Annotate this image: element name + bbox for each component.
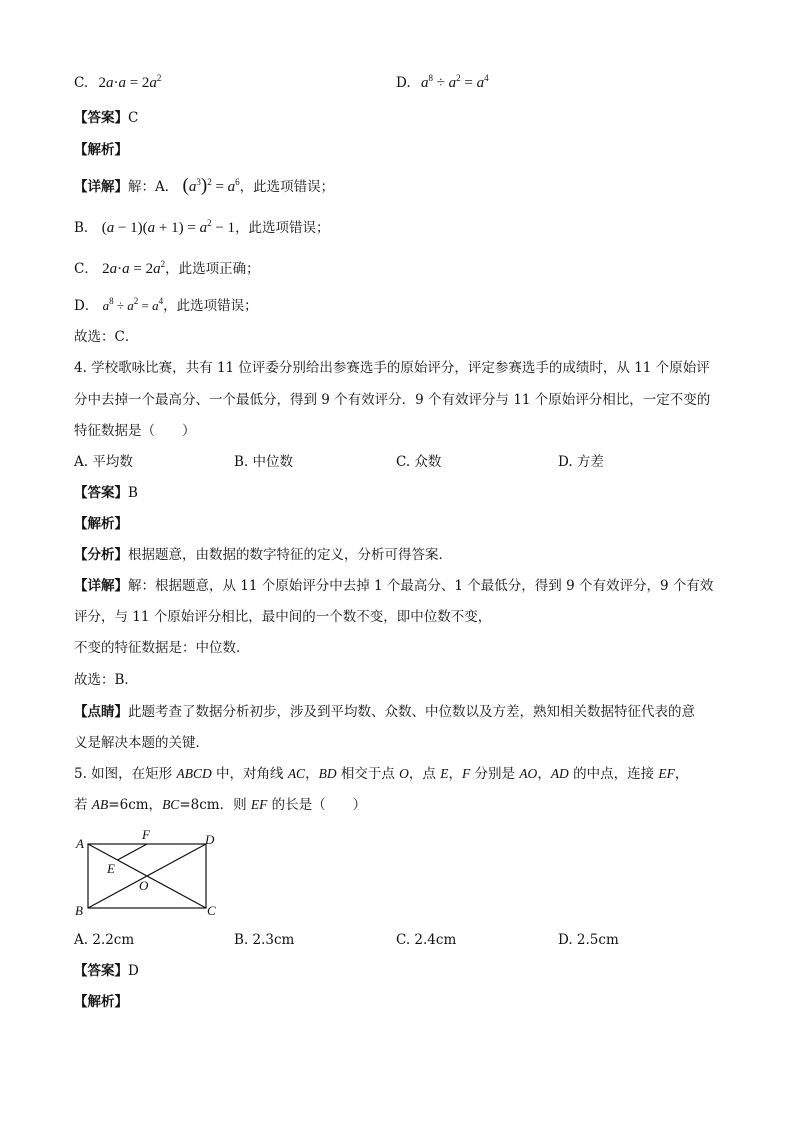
q5-stem-line1: 5. 如图，在矩形 ABCD 中，对角线 AC，BD 相交于点 O，点 E，F 分别是 AO，AD 的中点，连接 EF， bbox=[74, 766, 689, 782]
q5-option-d: D. 2.5cm bbox=[558, 932, 619, 948]
q5-option-a: A. 2.2cm bbox=[74, 932, 135, 948]
segment-ef bbox=[118, 844, 148, 860]
q3-option-d: D. $a^8 \div a^2 = a^4$ bbox=[396, 73, 489, 91]
label-a: A bbox=[76, 836, 84, 851]
q3-analysis-heading: 【解析】 bbox=[74, 142, 128, 158]
q3-detail-d-formula: $a^8 \div a^2 = a^4$ bbox=[102, 296, 164, 313]
q4-stem-line2: 分中去掉一个最高分、一个最低分，得到 9 个有效评分．9 个有效评分与 11 个原始评分相比，一定不变的 bbox=[74, 392, 711, 408]
q4-detail-line1: 【详解】解：根据题意，从 11 个原始评分中去掉 1 个最高分、1 个最低分，得到 9 个有效评分，9 个有效 bbox=[74, 578, 714, 594]
q3-detail-a-formula: $(a^3)^2 = a^6$ bbox=[182, 175, 240, 196]
q4-option-d: D. 方差 bbox=[558, 454, 604, 470]
label-d: D bbox=[205, 832, 215, 847]
q5-analysis-heading: 【解析】 bbox=[74, 994, 128, 1010]
q3-detail-d: D． $a^8 \div a^2 = a^4$，此选项错误； bbox=[74, 296, 258, 314]
q3-answer: 【答案】C bbox=[74, 110, 139, 126]
q5-option-b: B. 2.3cm bbox=[234, 932, 295, 948]
q3-option-d-formula: $a^8 \div a^2 = a^4$ bbox=[420, 73, 489, 91]
q4-stem-line3: 特征数据是（ ） bbox=[74, 423, 196, 439]
label-o: O bbox=[139, 878, 149, 893]
q4-analysis-heading: 【解析】 bbox=[74, 516, 128, 532]
q3-option-c-formula: $2a\cdot a = 2a^2$ bbox=[98, 73, 162, 91]
q4-conclusion: 故选：B． bbox=[74, 672, 138, 688]
rectangle-figure bbox=[70, 825, 230, 920]
q3-detail-c-formula: $2a\cdot a = 2a^2$ bbox=[102, 259, 166, 277]
q3-detail-b: B． $(a - 1)(a + 1) = a^2 - 1$，此选项错误； bbox=[74, 218, 330, 236]
label-c: C bbox=[207, 903, 216, 918]
label-b: B bbox=[75, 903, 83, 918]
q5-option-c: C. 2.4cm bbox=[396, 932, 457, 948]
q3-detail-a: 【详解】解：A． $(a^3)^2 = a^6$，此选项错误； bbox=[74, 175, 335, 196]
label-e: E bbox=[107, 861, 115, 876]
q5-answer: 【答案】D bbox=[74, 963, 139, 979]
q4-option-a: A. 平均数 bbox=[74, 454, 133, 470]
q3-conclusion: 故选：C． bbox=[74, 329, 139, 345]
q5-stem-line2: 若 AB=6cm，BC=8cm．则 EF 的长是（ ） bbox=[74, 797, 367, 813]
q4-stem-line1: 4. 学校歌咏比赛，共有 11 位评委分别给出参赛选手的原始评分，评定参赛选手的成绩时，从 11 个原始评 bbox=[74, 360, 710, 376]
label-f: F bbox=[142, 827, 150, 842]
q4-option-b: B. 中位数 bbox=[234, 454, 294, 470]
q3-detail-c: C． $2a\cdot a = 2a^2$，此选项正确； bbox=[74, 259, 260, 277]
q4-detail-line2: 评分，与 11 个原始评分相比，最中间的一个数不变，即中位数不变， bbox=[74, 609, 492, 625]
q3-option-c: C. $2a\cdot a = 2a^2$ bbox=[74, 73, 162, 91]
q4-dianjing-line1: 【点睛】此题考查了数据分析初步，涉及到平均数、众数、中位数以及方差，熟知相关数据特征代表的意 bbox=[74, 704, 695, 720]
q3-detail-b-formula: $(a - 1)(a + 1) = a^2 - 1$ bbox=[101, 218, 236, 236]
q4-option-c: C. 众数 bbox=[396, 454, 442, 470]
q4-dianjing-line2: 义是解决本题的关键． bbox=[74, 735, 209, 751]
q4-fenxi: 【分析】根据题意，由数据的数字特征的定义，分析可得答案． bbox=[74, 547, 452, 563]
q4-answer: 【答案】B bbox=[74, 485, 138, 501]
q4-detail-line3: 不变的特征数据是：中位数． bbox=[74, 640, 250, 656]
